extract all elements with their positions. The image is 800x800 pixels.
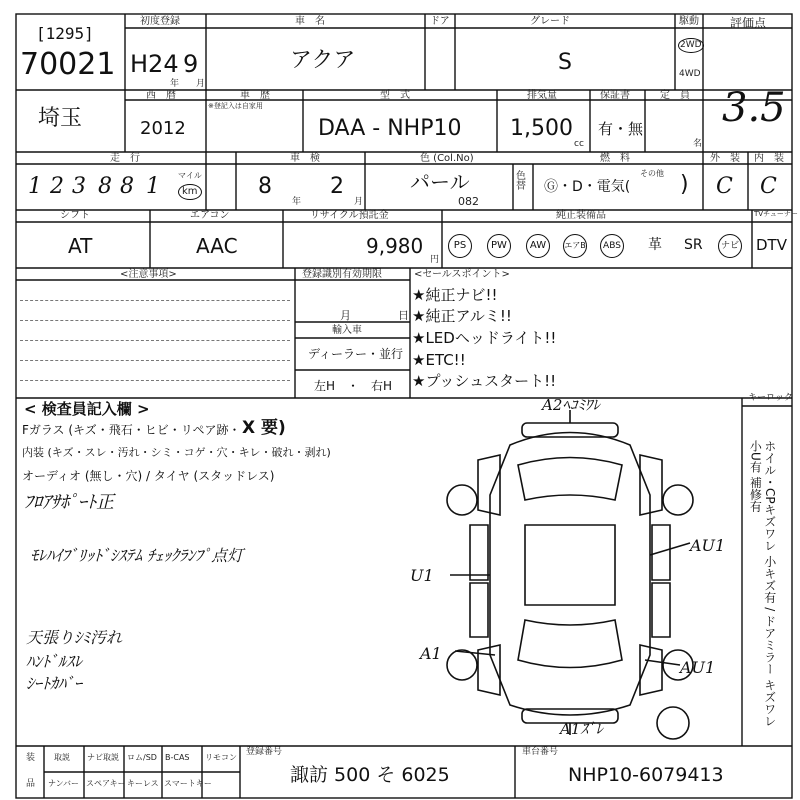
right-rear-door [652,583,670,637]
car-body-outline [490,433,650,716]
sales-point: ★プッシュスタート!! [412,372,557,390]
footer-equip-head: 装 [26,753,36,763]
shift-label: シフト [60,210,90,221]
drive-label: 駆動 [679,16,699,27]
plate-label: 登録番号 [246,747,283,757]
footer-equip-item: スマートキー [164,779,212,788]
car-diagram [440,405,700,745]
mile-unit: マイル [178,171,202,180]
displacement-label: 排気量 [527,90,557,101]
inspector-interior-line: 内装 (キズ・スレ・汚れ・シミ・コゲ・穴・キレ・破れ・剥れ) [22,446,331,459]
mileage-digit-2: 2 [50,174,64,199]
score-label: 評価点 [730,16,767,30]
left-front-door [470,525,488,580]
spare-tire [657,707,689,739]
plate-number: 諏訪 500 そ 6025 [290,764,450,786]
recycle-unit: 円 [430,255,440,265]
rear-window [518,620,622,668]
inspection-month-unit: 月 [354,197,364,207]
interior-label: 内 装 [754,153,784,164]
right-front-fender [640,455,662,515]
mileage-label: 走 行 [110,153,140,164]
first-reg-month: 9 [183,50,199,78]
repaint-label: 色替 [516,171,526,192]
type-code: DAA - NHP10 [318,116,462,141]
interior-value: C [760,174,777,199]
tv-value: DTV [756,236,787,254]
km-unit: km [178,184,202,200]
sales-points-label: <セールスポイント> [414,269,510,280]
damage-rear: A1ｽﾞﾚ [560,720,603,738]
left-front-fender [478,455,500,515]
color-code: 082 [458,195,479,208]
sales-point: ★ETC!! [412,351,466,369]
warranty-value: 有・無 [598,120,644,138]
type-label: 型 式 [380,90,410,101]
footer-equip-item: ナンバー [48,779,80,788]
equip-pw: PW [487,234,511,258]
roof [525,525,615,605]
wheel-front-left [447,485,477,515]
warranty-label: 保証書 [600,90,630,101]
equip-aw: AW [526,234,550,258]
left-rear-door [470,583,488,637]
inspection-year-unit: 年 [292,197,302,207]
inspector-glass-mark: X 要) [242,418,286,438]
capacity-label: 定 員 [660,90,690,101]
inspector-glass-line: Fガラス (キズ・飛石・ヒビ・リペア跡・ [22,423,241,437]
mileage-digit-4: 8 [98,174,112,199]
chassis-label: 車台番号 [522,747,559,757]
ac-label: エアコン [190,210,230,221]
sales-point: ★純正ナビ!! [412,286,498,304]
footer-equip-item: ロム/SD [127,753,157,762]
fuel-close: ) [680,172,689,197]
inspection-month: 2 [330,174,344,199]
first-reg-label: 初度登録 [140,16,180,27]
score-value: 3.5 [722,85,786,131]
mileage-digit-1: 1 [28,174,42,199]
import-type: ディーラー・並行 [308,347,404,361]
lot-number: [1295] [36,24,94,43]
equip-navi: ナビ [718,234,742,258]
expiry-month: 月 [340,309,351,322]
recycle-label: リサイクル預託金 [310,210,389,221]
inspector-note: ﾓﾚﾊｲﾌﾞﾘｯﾄﾞｼｽﾃﾑ ﾁｪｯｸﾗﾝﾌﾟ点灯 [30,546,244,565]
displacement-unit: cc [574,139,584,149]
chassis-number: NHP10-6079413 [568,764,724,786]
key-lock-label: キーロック [748,393,793,403]
history-label: 車 歴 [240,90,270,101]
first-reg-year-unit: 年 [170,79,180,89]
handle-side: 左H ・ 右H [314,379,393,393]
year-value: 2012 [140,118,186,139]
expiry-day: 日 [398,309,409,322]
equip-ps: PS [448,234,472,258]
fuel-label: 燃 料 [600,153,630,164]
first-reg-era: H24 [130,50,179,78]
sales-point: ★LEDヘッドライト!! [412,329,557,347]
import-label: 輸入車 [332,325,362,336]
auction-number: 70021 [20,47,116,82]
door-label: ドア [430,16,450,27]
fuel-other: その他 [640,169,664,178]
capacity-unit: 名 [693,139,703,149]
exterior-label: 外 装 [710,153,740,164]
equip-airbag: エアB [563,234,587,258]
year-label: 西 暦 [146,90,176,101]
recycle-value: 9,980 [366,234,424,258]
ac-value: AAC [196,234,238,258]
side-note: ホイル・CPキズワレ 小キズ有 / ドアミラー キズワレ 小U有 補修有 [748,440,777,727]
inspector-title: < 検査員記入欄 > [24,400,150,418]
damage-front: A2ﾍｺﾐﾜﾚ [542,396,600,414]
region: 埼玉 [38,106,83,131]
sales-point: ★純正アルミ!! [412,307,512,325]
drive-4wd: 4WD [679,69,701,79]
damage-right-rear: AU1 [680,658,716,677]
expiry-label: 登録識別有効期限 [302,269,382,280]
grade-value: S [558,50,572,75]
equip-leather: 革 [648,237,662,253]
wheel-rear-left [447,650,477,680]
equipment-label: 純正装備品 [556,210,606,221]
wheel-front-right [663,485,693,515]
color-label: 色 (Col.No) [420,153,474,164]
displacement-value: 1,500 [510,116,573,141]
inspector-audio-line: オーディオ (無し・穴) / タイヤ (スタッドレス) [22,469,275,483]
mileage-digit-5: 8 [120,174,134,199]
footer-equip-head: 品 [26,779,36,789]
damage-right-front: AU1 [690,536,726,555]
equip-abs: ABS [600,234,624,258]
grade-label: グレード [530,16,570,27]
color-value: パール [410,170,470,194]
footer-equip-item: スペアキー [86,779,126,788]
inspector-note: 天張りｼﾐ汚れ [26,628,123,647]
mileage-digit-6: 1 [146,174,160,199]
model-name: アクア [290,48,356,73]
exterior-value: C [716,174,733,199]
damage-left-rear: A1 [420,644,442,663]
notes-label: <注意事項> [120,269,177,280]
tv-label: TVチューナー [754,210,798,218]
windshield [518,458,622,501]
shift-value: AT [68,234,93,258]
damage-left: U1 [410,566,434,585]
drive-2wd: 2WD [678,38,704,53]
fuel-options: Ⓖ・D・電気( [544,179,631,195]
equip-sunroof: SR [684,237,703,253]
footer-equip-item: ナビ取説 [87,753,119,762]
inspector-note: ｼｰﾄｶﾊﾞｰ [26,674,83,693]
footer-equip-item: キーレス [127,779,159,788]
model-label: 車 名 [295,16,325,27]
inspection-year: 8 [258,174,272,199]
footer-equip-item: 取説 [54,753,70,762]
inspector-note: ﾊﾝﾄﾞﾙｽﾚ [26,652,83,671]
front-bumper [522,423,618,437]
mileage-digit-3: 3 [72,174,86,199]
history-sub: ※登記入は自家用 [208,102,263,110]
inspector-note: ﾌﾛｱｻﾎﾟｰﾄ正 [24,492,114,513]
footer-equip-item: リモコン [205,753,237,762]
footer-equip-item: B-CAS [165,753,190,762]
first-reg-month-unit: 月 [196,79,206,89]
inspection-label: 車 検 [290,153,320,164]
